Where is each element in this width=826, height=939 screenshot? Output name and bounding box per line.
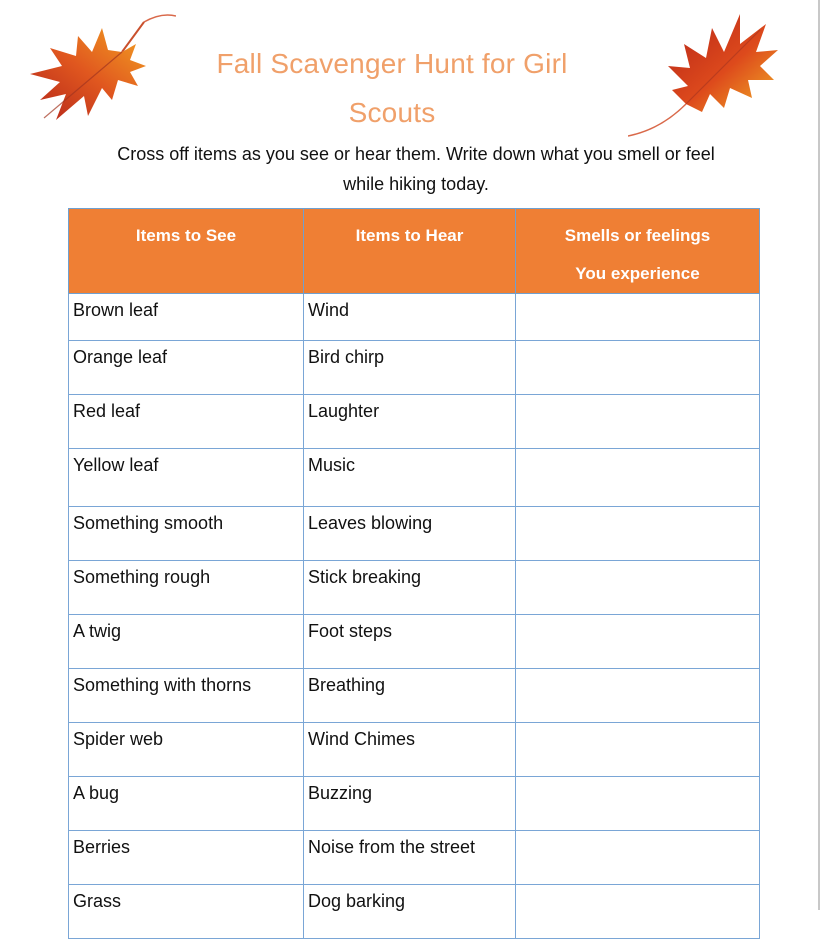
hear-cell: Wind Chimes	[304, 723, 516, 777]
hear-cell: Laughter	[304, 395, 516, 449]
hear-cell: Leaves blowing	[304, 507, 516, 561]
hear-cell: Wind	[304, 294, 516, 341]
table-row	[69, 395, 760, 449]
instructions-line-2: while hiking today.	[343, 174, 489, 194]
hear-cell: Stick breaking	[304, 561, 516, 615]
hear-cell: Foot steps	[304, 615, 516, 669]
hear-cell: Breathing	[304, 669, 516, 723]
smell-cell[interactable]	[516, 669, 760, 723]
smell-cell[interactable]	[516, 341, 760, 395]
see-cell: Something rough	[69, 561, 304, 615]
smell-cell[interactable]	[516, 395, 760, 449]
see-cell: A bug	[69, 777, 304, 831]
table-row	[69, 669, 760, 723]
scavenger-hunt-table	[68, 208, 760, 939]
hear-cell: Buzzing	[304, 777, 516, 831]
smell-cell[interactable]	[516, 777, 760, 831]
page-title: Fall Scavenger Hunt for Girl	[216, 48, 568, 79]
see-cell: Something smooth	[69, 507, 304, 561]
smell-cell[interactable]	[516, 723, 760, 777]
header-smells-line-2: You experience	[575, 264, 700, 283]
hear-cell: Noise from the street	[304, 831, 516, 885]
see-cell: Brown leaf	[69, 294, 304, 341]
hear-cell: Dog barking	[304, 885, 516, 939]
maple-leaf-icon	[628, 4, 778, 140]
see-cell: Something with thorns	[69, 669, 304, 723]
header-smells-line-1: Smells or feelings	[564, 226, 711, 245]
page-title-continued: Scouts	[348, 97, 436, 128]
smell-cell[interactable]	[516, 615, 760, 669]
smell-cell[interactable]	[516, 507, 760, 561]
header-items-to-hear: Items to Hear	[304, 209, 516, 294]
table-row	[69, 885, 760, 939]
see-cell: Yellow leaf	[69, 449, 304, 507]
table-row	[69, 294, 760, 341]
see-cell: Spider web	[69, 723, 304, 777]
table-row	[69, 615, 760, 669]
table-header-row	[69, 209, 760, 294]
header-smells-feelings	[516, 209, 760, 294]
table-row	[69, 341, 760, 395]
hear-cell: Bird chirp	[304, 341, 516, 395]
hear-cell: Music	[304, 449, 516, 507]
table-row	[69, 507, 760, 561]
instructions-line-1: Cross off items as you see or hear them. Write down what you smell or feel	[117, 144, 715, 164]
smell-cell[interactable]	[516, 885, 760, 939]
see-cell: Red leaf	[69, 395, 304, 449]
see-cell: Berries	[69, 831, 304, 885]
table-row	[69, 777, 760, 831]
see-cell: A twig	[69, 615, 304, 669]
see-cell: Grass	[69, 885, 304, 939]
smell-cell[interactable]	[516, 561, 760, 615]
smell-cell[interactable]	[516, 831, 760, 885]
table-row	[69, 561, 760, 615]
smell-cell[interactable]	[516, 294, 760, 341]
see-cell: Orange leaf	[69, 341, 304, 395]
smell-cell[interactable]	[516, 449, 760, 507]
header-items-to-see: Items to See	[69, 209, 304, 294]
table-row	[69, 449, 760, 507]
table-row	[69, 831, 760, 885]
table-row	[69, 723, 760, 777]
